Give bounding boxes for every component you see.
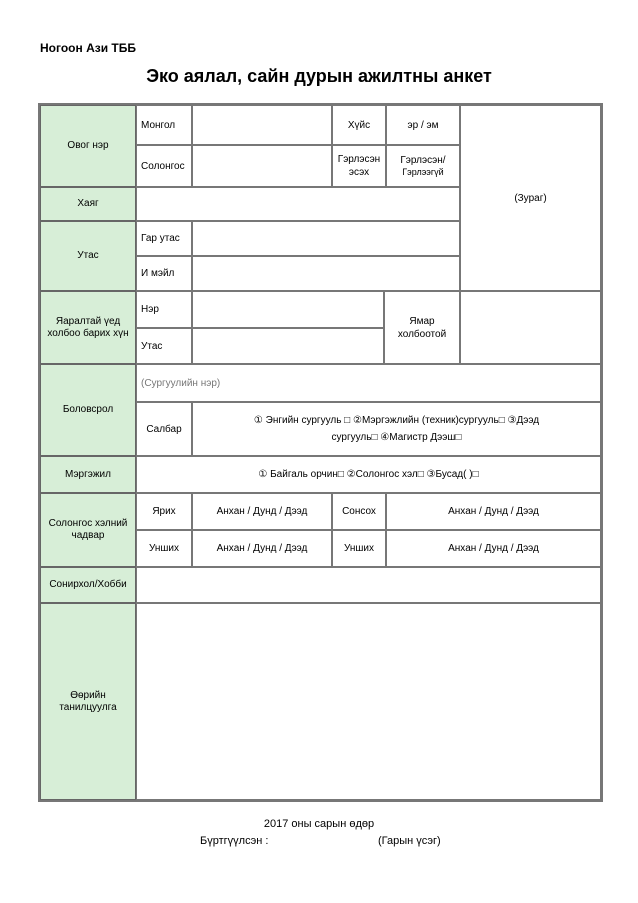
address-field[interactable] (136, 187, 460, 221)
emergency-phone-label: Утас (136, 328, 192, 364)
date-line: 2017 оны сарын өдөр (263, 818, 375, 830)
registrar-label: Бүртгүүлсэн : (200, 835, 269, 847)
mongol-name-field[interactable] (192, 105, 332, 145)
korean-label: Солонгос (136, 145, 192, 187)
speaking-level[interactable]: Анхан / Дунд / Дээд (192, 493, 332, 530)
emergency-phone-field[interactable] (192, 328, 384, 364)
emergency-name-field[interactable] (192, 291, 384, 328)
application-form (38, 103, 603, 802)
self-intro-label: Өөрийн танилцуулга (40, 603, 136, 800)
profession-label: Мэргэжил (40, 456, 136, 493)
school-name-field[interactable]: (Сургуулийн нэр) (136, 364, 601, 402)
emergency-name-label: Нэр (136, 291, 192, 328)
reading-label: Унших (136, 530, 192, 567)
mobile-label: Гар утас (136, 221, 192, 256)
reading-level-2[interactable]: Анхан / Дунд / Дээд (386, 530, 601, 567)
form-title: Эко аялал, сайн дурын ажилтны анкет (146, 66, 492, 86)
profession-options[interactable]: ① Байгаль орчин□ ②Солонгос хэл□ ③Бусад( )□ (136, 456, 601, 493)
relation-field[interactable] (460, 291, 601, 364)
married-value[interactable]: Гэрлэсэн/ Гэрлээгүй (386, 145, 460, 187)
hobby-field[interactable] (136, 567, 601, 603)
emergency-contact-label: Яаралтай үед холбоо барих хүн (40, 291, 136, 364)
phone-label: Утас (40, 221, 136, 291)
gender-value[interactable]: эр / эм (386, 105, 460, 145)
gender-label: Хүйс (332, 105, 386, 145)
married-label: Гэрлэсэн эсэх (332, 145, 386, 187)
mongol-label: Монгол (136, 105, 192, 145)
korean-name-field[interactable] (192, 145, 332, 187)
korean-ability-label: Солонгос хэлний чадвар (40, 493, 136, 567)
reading-label-2: Унших (332, 530, 386, 567)
photo-box[interactable]: (Зураг) (460, 105, 601, 291)
signature-label: (Гарын үсэг) (378, 835, 441, 847)
name-label: Овог нэр (40, 105, 136, 187)
education-label: Боловсрол (40, 364, 136, 456)
mobile-field[interactable] (192, 221, 460, 256)
organization-name: Ногоон Ази ТББ (40, 41, 136, 55)
address-label: Хаяг (40, 187, 136, 221)
branch-options[interactable]: ① Энгийн сургууль □ ②Мэргэжлийн (техник)сургууль□ ③Дээд сургууль□ ④Магистр Дээш□ (192, 402, 601, 456)
branch-label: Салбар (136, 402, 192, 456)
listening-label: Сонсох (332, 493, 386, 530)
hobby-label: Сонирхол/Хобби (40, 567, 136, 603)
listening-level[interactable]: Анхан / Дунд / Дээд (386, 493, 601, 530)
self-intro-field[interactable] (136, 603, 601, 800)
email-field[interactable] (192, 256, 460, 291)
email-label: И мэйл (136, 256, 192, 291)
relation-label: Ямар холбоотой (384, 291, 460, 364)
reading-level[interactable]: Анхан / Дунд / Дээд (192, 530, 332, 567)
speaking-label: Ярих (136, 493, 192, 530)
